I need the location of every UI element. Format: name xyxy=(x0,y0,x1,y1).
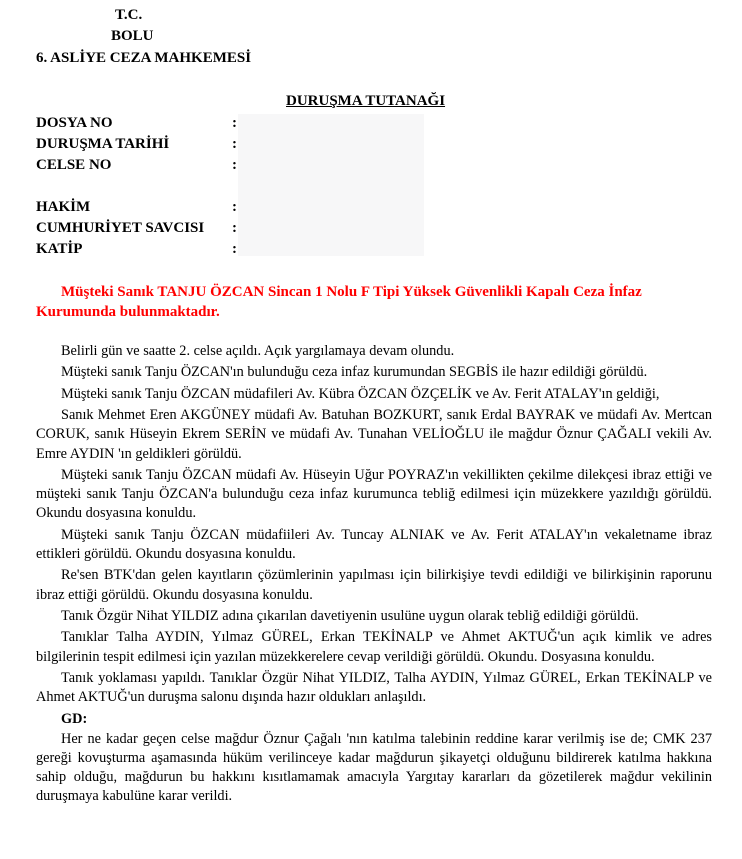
minutes-body xyxy=(36,342,712,809)
paragraph: Tanık yoklaması yapıldı. Tanıklar Özgür Nihat YILDIZ, Talha AYDIN, Yılmaz GÜREL, Erkan TEKİNALP ve Ahmet AKTUĞ'un duruşma salonu dışında hazır oldukları anlaşıldı. xyxy=(36,669,712,706)
redacted-field-values xyxy=(238,114,424,256)
paragraph: Tanıklar Talha AYDIN, Yılmaz GÜREL, Erkan TEKİNALP ve Ahmet AKTUĞ'un açık kimlik ve adres bilgilerinin tespit edilmesi için yazılan müzekkerelere cevap verildiği görüldü. Okundu. Dosyasına konuldu. xyxy=(36,629,712,665)
custody-notice: Müşteki Sanık TANJU ÖZCAN Sincan 1 Nolu F Tipi Yüksek Güvenlikli Kapalı Ceza İnfaz Kurumunda bulunmaktadır. xyxy=(36,284,642,320)
gd-heading: GD: xyxy=(61,710,88,727)
field-colon: : xyxy=(232,115,237,131)
field-colon: : xyxy=(232,220,237,236)
document-title: DURUŞMA TUTANAĞI xyxy=(286,93,446,109)
gd-paragraph: Her ne kadar geçen celse mağdur Öznur Çağalı 'nın katılma talebinin reddine karar verilmiş ise de; CMK 237 gereği kovuşturma aşamasında hüküm verilinceye kadar mağdurun şikayetçi olduğunu bildirerek katılma hakkına sahip olduğu, mağdurun bu hakkını kısıtlamamak amacıyla Yargıtay kararları da gözetilerek mağdur vekilinin duruşmaya kabulüne karar verildi. xyxy=(36,730,712,805)
field-colon: : xyxy=(232,136,237,152)
field-label: DOSYA NO xyxy=(36,115,113,131)
paragraph: Sanık Mehmet Eren AKGÜNEY müdafi Av. Batuhan BOZKURT, sanık Erdal BAYRAK ve müdafi Av. Mertcan CORUK, sanık Hüseyin Ekrem SERİN ve müdafi Av. Tunahan VELİOĞLU ile mağdur Öznur ÇAĞALI vekili Av. Emre AYDIN 'ın geldikleri görüldü. xyxy=(36,407,712,462)
field-celse-no xyxy=(36,155,256,175)
paragraph: Müşteki sanık Tanju ÖZCAN müdafi Av. Hüseyin Uğur POYRAZ'ın vekillikten çekilme dilekçesi ibraz ettiği ve müşteki sanık Tanju ÖZCAN'a bulunduğu ceza infaz kurumunca tebliğ edilmesi için müzekkere yazıldığı görüldü. Okundu dosyasına konuldu. xyxy=(36,466,712,522)
paragraph: Müşteki sanık Tanju ÖZCAN müdafileri Av. Kübra ÖZCAN ÖZÇELİK ve Av. Ferit ATALAY'ın geldiği, xyxy=(61,385,660,402)
header-tc: T.C. xyxy=(115,7,143,23)
field-cumhuriyet-savcisi xyxy=(36,218,256,238)
field-label: CUMHURİYET SAVCISI xyxy=(36,220,205,236)
field-label: DURUŞMA TARİHİ xyxy=(36,136,170,152)
paragraph: Müşteki sanık Tanju ÖZCAN müdafiileri Av. Tuncay ALNIAK ve Av. Ferit ATALAY'ın vekaletname ibraz ettikleri görüldü. Okundu dosyasına konuldu. xyxy=(36,526,712,562)
paragraph: Belirli gün ve saatte 2. celse açıldı. Açık yargılamaya devam olundu. xyxy=(61,343,455,359)
field-label: HAKİM xyxy=(36,199,91,215)
field-hakim xyxy=(36,197,256,217)
field-colon: : xyxy=(232,199,237,215)
field-colon: : xyxy=(232,157,237,173)
field-label: KATİP xyxy=(36,241,83,257)
field-label: CELSE NO xyxy=(36,157,112,173)
field-colon: : xyxy=(232,241,237,257)
field-durusma-tarihi xyxy=(36,134,256,154)
paragraph: Re'sen BTK'dan gelen kayıtların çözümlerinin yapılması için bilirkişiye tevdi edildiği ve bilirkişinin raporunu ibraz ettiği görüldü. Okundu dosyasına konuldu. xyxy=(36,567,712,603)
header-court: 6. ASLİYE CEZA MAHKEMESİ xyxy=(36,50,252,66)
paragraph: Müşteki sanık Tanju ÖZCAN'ın bulunduğu ceza infaz kurumundan SEGBİS ile hazır edildiği görüldü. xyxy=(61,364,648,381)
paragraph: Tanık Özgür Nihat YILDIZ adına çıkarılan davetiyenin usulüne uygun olarak tebliğ edildiği görüldü. xyxy=(61,607,639,624)
field-katip xyxy=(36,239,256,259)
header-city: BOLU xyxy=(111,28,154,44)
field-dosya-no xyxy=(36,113,256,133)
